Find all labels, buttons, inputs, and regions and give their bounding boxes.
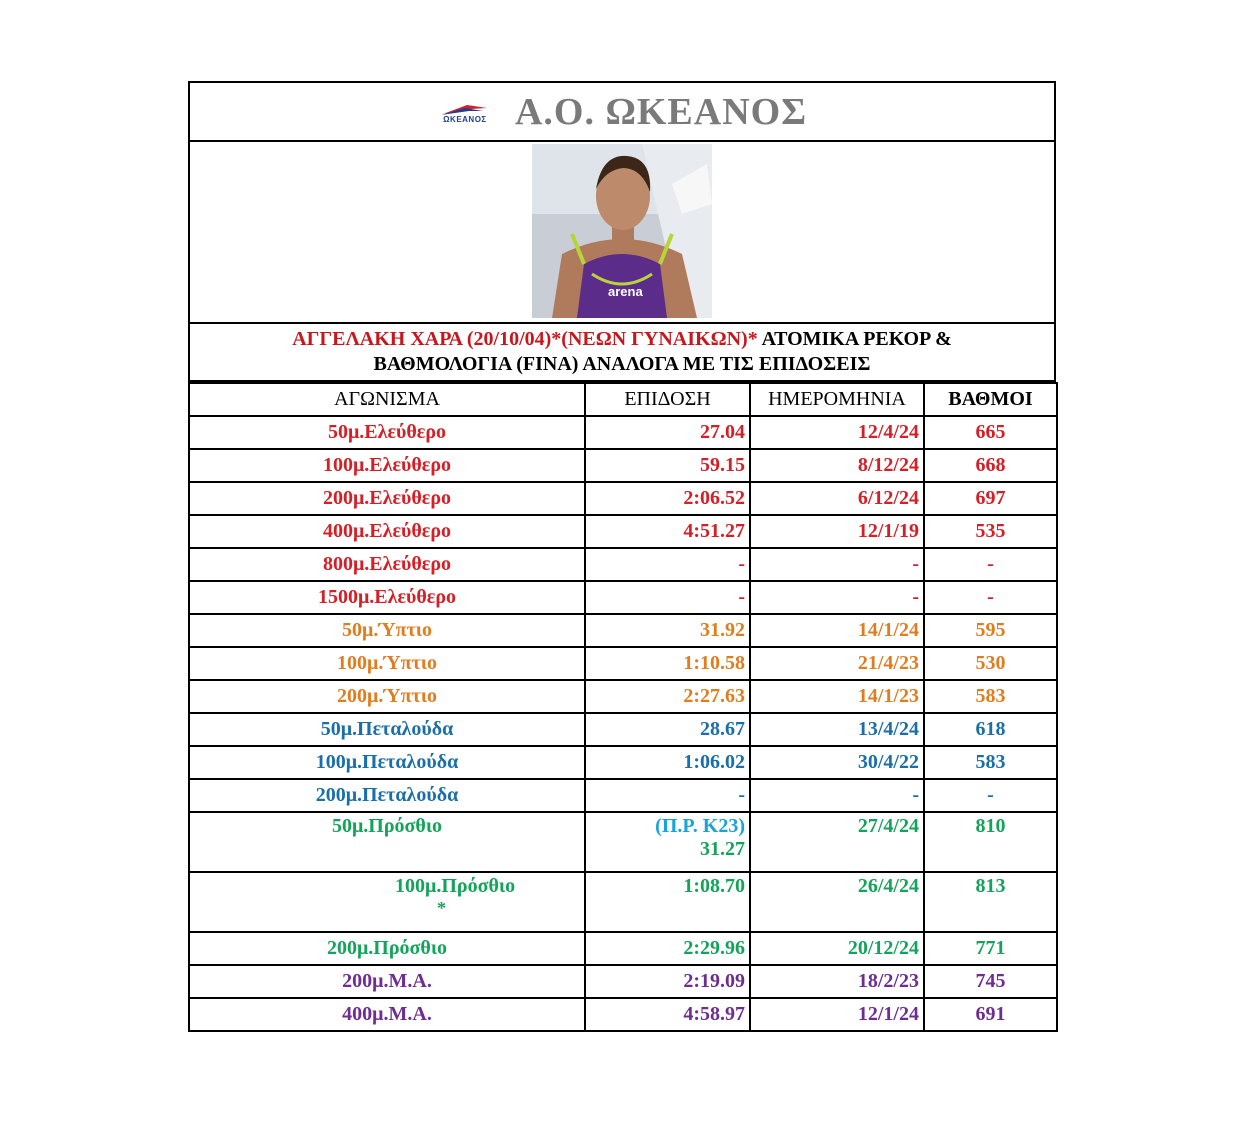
table-row	[189, 416, 1057, 449]
table-row	[189, 449, 1057, 482]
date-cell: 12/4/24	[750, 416, 924, 449]
event-cell: 400μ.Μ.Α.	[189, 998, 585, 1031]
event-cell: 50μ.Ύπτιο	[189, 614, 585, 647]
table-row	[189, 965, 1057, 998]
header-points: ΒΑΘΜΟΙ	[924, 383, 1057, 416]
time-cell	[585, 812, 750, 872]
time-cell: 2:29.96	[585, 932, 750, 965]
points-cell: 668	[924, 449, 1057, 482]
event-cell: 1500μ.Ελεύθερο	[189, 581, 585, 614]
date-cell: -	[750, 581, 924, 614]
points-cell: -	[924, 581, 1057, 614]
time-cell: 1:10.58	[585, 647, 750, 680]
points-cell: 583	[924, 680, 1057, 713]
table-row	[189, 548, 1057, 581]
event-cell: 200μ.Μ.Α.	[189, 965, 585, 998]
points-cell: 771	[924, 932, 1057, 965]
table-row	[189, 932, 1057, 965]
event-name: 100μ.Πρόσθιο	[395, 875, 516, 897]
date-cell: 30/4/22	[750, 746, 924, 779]
event-cell: 50μ.Πεταλούδα	[189, 713, 585, 746]
table-row	[189, 581, 1057, 614]
time-cell: 59.15	[585, 449, 750, 482]
points-cell: 745	[924, 965, 1057, 998]
points-cell: -	[924, 548, 1057, 581]
date-cell: 12/1/19	[750, 515, 924, 548]
points-cell: 618	[924, 713, 1057, 746]
date-cell: 8/12/24	[750, 449, 924, 482]
event-cell	[189, 872, 585, 932]
date-cell: -	[750, 779, 924, 812]
time-cell: 4:58.97	[585, 998, 750, 1031]
table-row	[189, 647, 1057, 680]
time-cell: 4:51.27	[585, 515, 750, 548]
table-row	[189, 614, 1057, 647]
table-row	[189, 872, 1057, 932]
date-cell: 13/4/24	[750, 713, 924, 746]
time-cell: -	[585, 548, 750, 581]
date-cell: 27/4/24	[750, 812, 924, 872]
athlete-name: ΑΓΓΕΛΑΚΗ ΧΑΡΑ (20/10/04)*(ΝΕΩΝ ΓΥΝΑΙΚΩΝ)*	[292, 328, 758, 350]
time-value: 31.27	[700, 838, 745, 860]
date-cell: 26/4/24	[750, 872, 924, 932]
event-cell: 400μ.Ελεύθερο	[189, 515, 585, 548]
event-cell: 200μ.Ελεύθερο	[189, 482, 585, 515]
points-cell: 530	[924, 647, 1057, 680]
suit-brand-text: arena	[608, 284, 643, 299]
athlete-heading	[190, 322, 1054, 380]
club-title: Α.Ο. ΩΚΕΑΝΟΣ	[514, 90, 808, 133]
date-cell: 18/2/23	[750, 965, 924, 998]
points-cell: -	[924, 779, 1057, 812]
time-cell: 27.04	[585, 416, 750, 449]
event-cell: 200μ.Πεταλούδα	[189, 779, 585, 812]
event-cell: 100μ.Ελεύθερο	[189, 449, 585, 482]
event-cell: 800μ.Ελεύθερο	[189, 548, 585, 581]
points-cell: 535	[924, 515, 1057, 548]
header-time: ΕΠΙΔΟΣΗ	[585, 383, 750, 416]
table-row	[189, 515, 1057, 548]
points-cell: 697	[924, 482, 1057, 515]
heading-part-1: ΑΤΟΜΙΚΑ ΡΕΚΟΡ &	[757, 328, 952, 350]
date-cell: 6/12/24	[750, 482, 924, 515]
points-cell: 691	[924, 998, 1057, 1031]
club-logo	[437, 102, 493, 124]
logo-text: ΩΚΕΑΝΟΣ	[443, 114, 487, 124]
photo-row	[190, 140, 1054, 322]
event-cell: 100μ.Πεταλούδα	[189, 746, 585, 779]
date-cell: -	[750, 548, 924, 581]
time-note: (Π.Ρ. Κ23)	[655, 815, 745, 837]
time-cell: 1:08.70	[585, 872, 750, 932]
table-row	[189, 482, 1057, 515]
points-cell: 583	[924, 746, 1057, 779]
club-header	[190, 83, 1054, 140]
time-cell: 2:27.63	[585, 680, 750, 713]
time-cell: 2:06.52	[585, 482, 750, 515]
table-row	[189, 680, 1057, 713]
points-cell: 665	[924, 416, 1057, 449]
event-cell: 100μ.Ύπτιο	[189, 647, 585, 680]
athlete-photo	[532, 144, 712, 318]
records-card	[188, 81, 1056, 382]
table-header-row	[189, 383, 1057, 416]
time-cell: 1:06.02	[585, 746, 750, 779]
date-cell: 21/4/23	[750, 647, 924, 680]
points-cell: 595	[924, 614, 1057, 647]
points-cell: 810	[924, 812, 1057, 872]
time-cell: 28.67	[585, 713, 750, 746]
time-cell: 31.92	[585, 614, 750, 647]
header-date: ΗΜΕΡΟΜΗΝΙΑ	[750, 383, 924, 416]
table-row	[189, 713, 1057, 746]
table-row	[189, 812, 1057, 872]
records-sheet	[188, 81, 1056, 1032]
time-cell: -	[585, 779, 750, 812]
table-row	[189, 998, 1057, 1031]
event-cell: 200μ.Πρόσθιο	[189, 932, 585, 965]
records-table	[188, 382, 1058, 1032]
wave-logo-icon	[437, 102, 493, 116]
table-row	[189, 779, 1057, 812]
header-event: ΑΓΩΝΙΣΜΑ	[189, 383, 585, 416]
time-cell: -	[585, 581, 750, 614]
heading-part-2: ΒΑΘΜΟΛΟΓΙΑ (FINA) ΑΝΑΛΟΓΑ ΜΕ ΤΙΣ ΕΠΙΔΟΣΕΙΣ	[373, 353, 871, 375]
date-cell: 20/12/24	[750, 932, 924, 965]
event-cell: 50μ.Ελεύθερο	[189, 416, 585, 449]
time-cell: 2:19.09	[585, 965, 750, 998]
points-cell: 813	[924, 872, 1057, 932]
event-note: *	[437, 898, 446, 918]
event-cell: 50μ.Πρόσθιο	[189, 812, 585, 872]
date-cell: 12/1/24	[750, 998, 924, 1031]
table-row	[189, 746, 1057, 779]
event-cell: 200μ.Ύπτιο	[189, 680, 585, 713]
date-cell: 14/1/24	[750, 614, 924, 647]
date-cell: 14/1/23	[750, 680, 924, 713]
